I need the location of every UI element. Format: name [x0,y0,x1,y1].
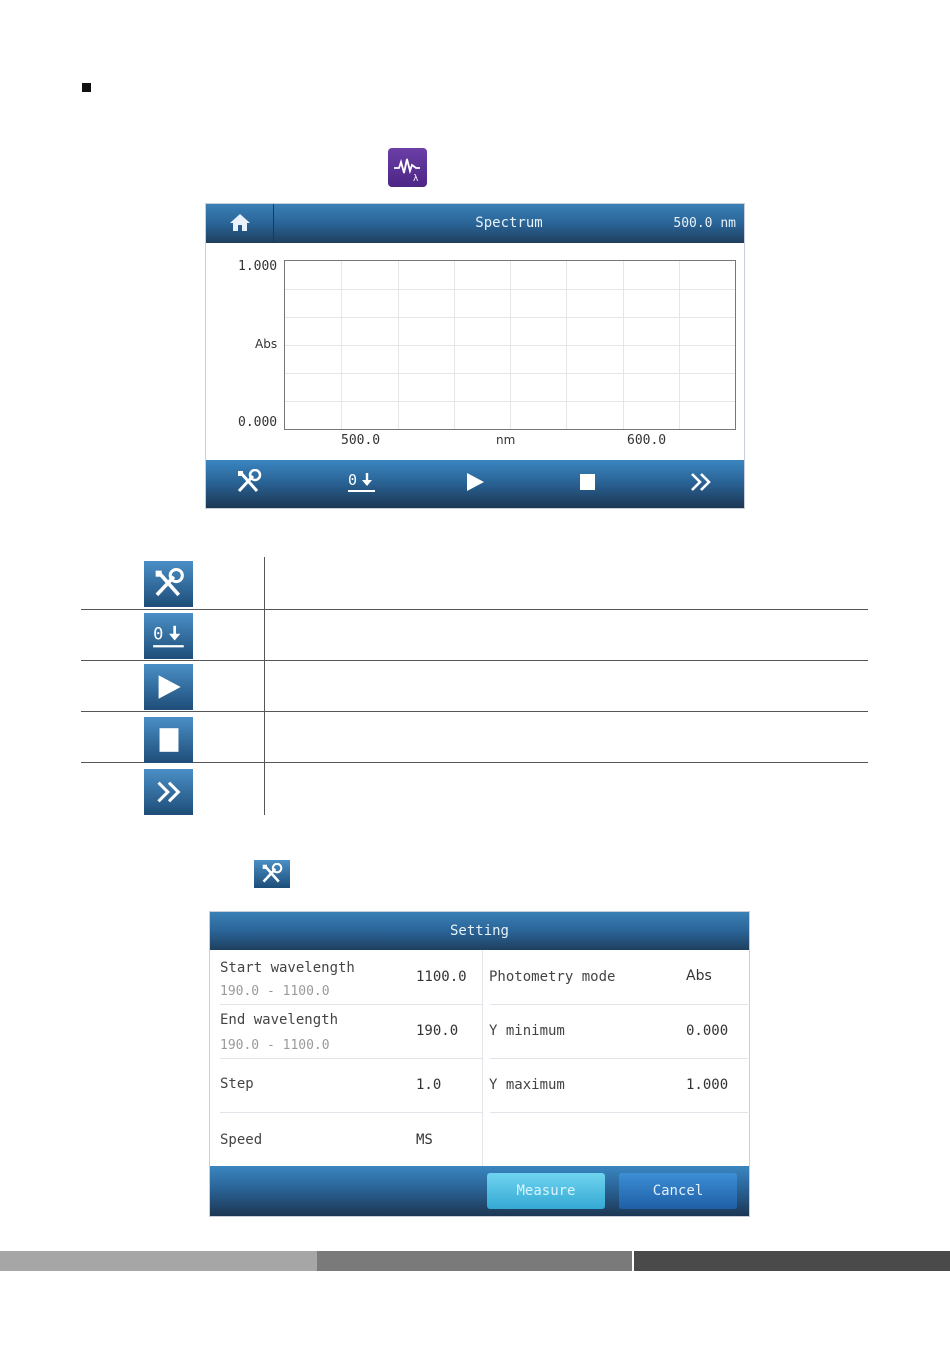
legend-row-next [81,764,868,815]
play-button[interactable] [445,460,505,508]
next-page-icon [689,472,713,496]
screen-title: Spectrum [475,215,543,231]
spectrum-plot [284,260,736,430]
end-wavelength-value[interactable]: 190.0 [416,1023,459,1039]
step-value[interactable]: 1.0 [416,1077,442,1093]
setting-title-bar [210,912,749,950]
setting-title: Setting [449,923,509,939]
speed-label: Speed [220,1132,263,1148]
svg-text:0: 0 [348,471,358,489]
x-tick-500: 500.0 [341,433,381,448]
svg-text:λ: λ [413,174,419,184]
cancel-button[interactable]: Cancel [619,1173,737,1209]
footer-stripe-light [0,1251,317,1271]
end-wavelength-range: 190.0 - 1100.0 [220,1038,330,1053]
x-unit-label: nm [496,433,516,447]
start-wavelength-label: Start wavelength [220,960,355,976]
zero-baseline-icon [347,470,377,498]
speed-value[interactable]: MS [416,1132,433,1148]
y-maximum-value[interactable]: 1.000 [686,1077,729,1093]
legend-row-settings [81,559,868,610]
y-maximum-label: Y maximum [489,1077,565,1093]
stop-button[interactable] [558,460,618,508]
plot-grid [285,261,735,429]
end-wavelength-label: End wavelength [220,1012,339,1028]
measure-button[interactable]: Measure [487,1173,605,1209]
setting-dialog [209,911,750,1217]
zero-baseline-icon [144,613,193,659]
photometry-mode-value[interactable]: Abs [686,968,712,984]
stop-icon [144,717,193,763]
settings-icon [235,469,263,499]
next-page-button[interactable] [671,460,731,508]
start-wavelength-range: 190.0 - 1100.0 [220,984,330,999]
y-max-label: 1.000 [238,259,278,274]
legend-row-play [81,661,868,712]
zero-baseline-button[interactable] [332,460,392,508]
photometry-mode-label: Photometry mode [489,969,616,985]
y-minimum-label: Y minimum [489,1023,565,1039]
settings-button[interactable] [219,460,279,508]
y-minimum-value[interactable]: 0.000 [686,1023,729,1039]
play-icon [144,664,193,710]
setting-button-bar [210,1166,749,1216]
footer-stripe-dark [634,1251,950,1271]
home-button[interactable] [206,204,274,243]
footer-stripe-mid [317,1251,632,1271]
legend-row-zero [81,610,868,661]
spectrum-app-icon[interactable] [388,148,427,187]
play-icon [465,472,485,496]
start-wavelength-value[interactable]: 1100.0 [416,969,467,985]
step-label: Step [220,1076,254,1092]
stop-icon [579,473,597,495]
x-tick-600: 600.0 [627,433,667,448]
current-wavelength: 500.0 nm [673,216,736,231]
home-icon [229,212,251,236]
y-min-label: 0.000 [238,415,278,430]
section-bullet [82,83,91,92]
toolbar [206,460,744,508]
spectrum-screen [205,203,745,509]
legend-row-stop [81,712,868,763]
svg-text:0: 0 [152,624,163,645]
settings-icon [144,561,193,607]
title-bar [206,204,744,243]
next-page-icon [144,769,193,815]
settings-icon [254,860,290,888]
y-unit-label: Abs [255,337,278,351]
